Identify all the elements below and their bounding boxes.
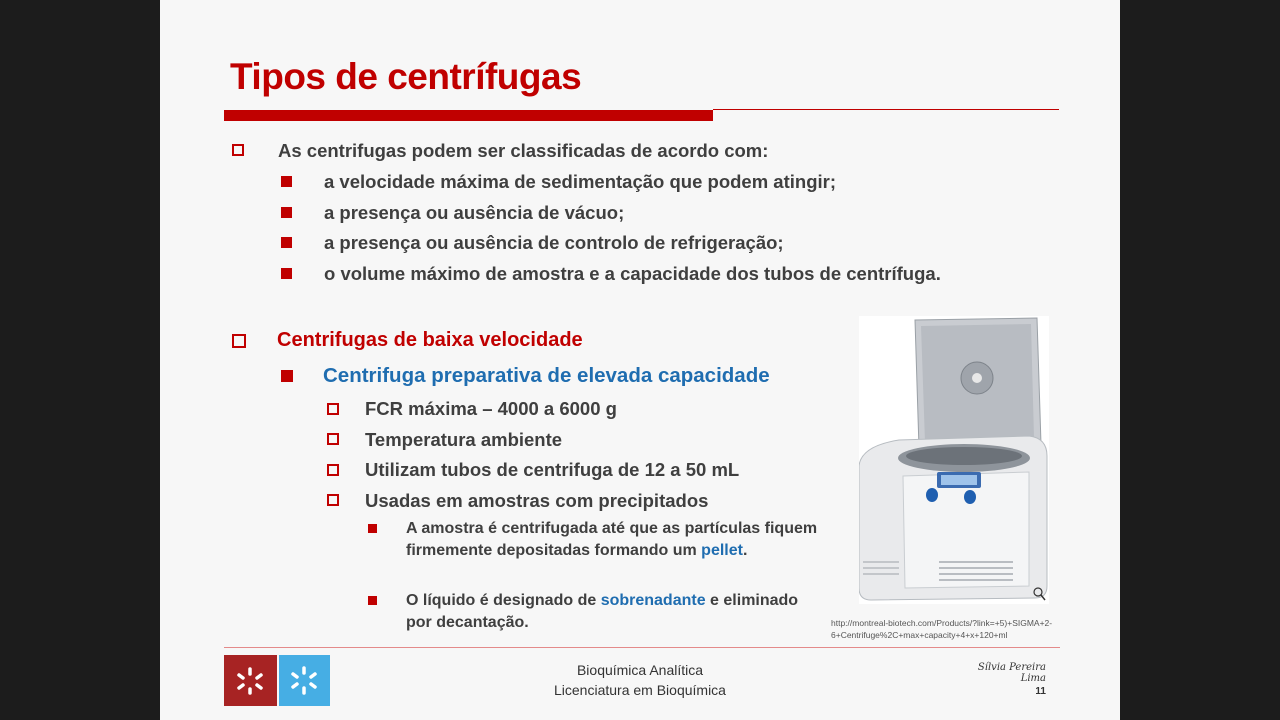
term-supernatant: sobrenadante [600,592,706,609]
university-logo [224,655,277,706]
hollow-bullet-icon [327,494,339,506]
spec-item: Utilizam tubos de centrifuga de 12 a 50 mL [365,459,740,480]
spec-item: Usadas em amostras com precipitados [365,490,709,511]
hollow-bullet-icon [232,334,246,348]
note-text: A amostra é centrifugada até que as partículas fiquem firmemente depositadas formando um [406,520,818,559]
intro-text: As centrifugas podem ser classificadas de acordo com: [278,140,769,161]
square-bullet-icon [281,207,292,218]
spec-item: Temperatura ambiente [365,429,563,450]
square-bullet-icon [368,524,377,533]
section-heading: Centrifugas de baixa velocidade [277,329,583,351]
footer-divider [224,647,1060,648]
note-text: . [742,542,748,559]
slide-title: Tipos de centrífugas [230,56,582,97]
footer-degree: Licenciatura em Bioquímica [554,682,726,698]
square-bullet-icon [281,237,292,248]
square-bullet-icon [368,596,377,605]
footer-course: Bioquímica Analítica [576,662,704,678]
centrifuge-image [859,316,1049,604]
page-number: 11 [1035,686,1046,697]
square-bullet-icon [281,268,292,279]
hollow-bullet-icon [327,433,339,445]
note-text: e eliminado por decantação. [406,592,799,631]
spec-item: FCR máxima – 4000 a 6000 g [365,398,617,419]
note-pellet [406,518,826,562]
hollow-bullet-icon [327,403,339,415]
criteria-item: a velocidade máxima de sedimentação que podem atingir; [324,171,836,192]
criteria-item: o volume máximo de amostra e a capacidade dos tubos de centrífuga. [324,263,941,284]
title-underline-bar [224,110,713,121]
note-text: O líquido é designado de [406,592,601,609]
term-pellet: pellet [701,542,743,559]
square-bullet-icon [281,176,292,187]
title-underline-line [713,109,1059,110]
hollow-bullet-icon [232,144,244,156]
criteria-item: a presença ou ausência de controlo de refrigeração; [324,232,784,253]
slide [160,0,1120,720]
criteria-item: a presença ou ausência de vácuo; [324,202,625,223]
hollow-bullet-icon [327,464,339,476]
section-subheading: Centrifuga preparativa de elevada capacidade [323,364,770,387]
note-supernatant [406,590,826,634]
square-bullet-icon [281,370,293,382]
school-logo [279,655,330,706]
image-source-url: http://montreal-biotech.com/Products/?link=+5)+SIGMA+2-6+Centrifuge%2C+max+capacity+4+x+120+ml [831,618,1053,640]
footer-author: Sílvia Pereira Lima [977,662,1046,684]
